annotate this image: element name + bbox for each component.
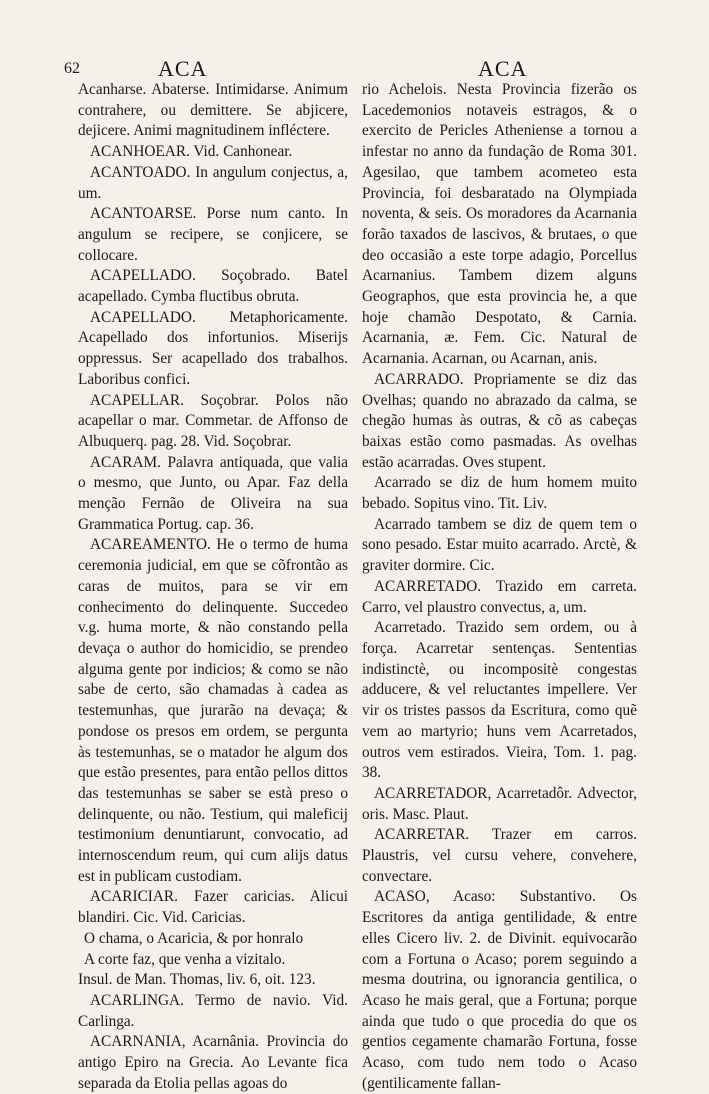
entry-acapellado-metaphoric: ACAPELLADO. Metaphoricamente. Acapellado dos infortunios. Miserijs oppressus. Ser acapellado dos trabalhos. Laboribus confici. xyxy=(78,308,348,388)
entry-acarnania: ACARNANIA, Acarnânia. Provincia do antigo Epiro na Grecia. Ao Levante fica separada da Etolia pellas agoas do xyxy=(78,1033,348,1092)
entry-acarlinga: ACARLINGA. Termo de navio. Vid. Carlinga. xyxy=(78,991,348,1030)
page-number: 62 xyxy=(64,60,80,77)
running-head-left: ACA xyxy=(158,56,208,81)
entry-acanhoear: ACANHOEAR. Vid. Canhonear. xyxy=(90,143,293,161)
entry-acarnania-continued: rio Achelois. Nesta Provincia fizerão os Lacedemonios notaveis estragos, & o exercito de Pericles Atheniense a tornou a infestar no anno da fundação de Roma 301. Agesilao, que tambem acometeo esta Provincia, foi desbaratado na Olympiada noventa, & seis. Os moradores da Acarnania forão taxados de lascivos, & brutaes, o que deo occasião a este torpe adagio, Porcellus Acarnanius. Tambem dizem alguns Geographos, que esta provincia he, a que hoje chamão Despotato, & Carnia. Acarnania, æ. Fem. Cic. Natural de Acarnania. Acarnan, ou Acarnan, anis. xyxy=(362,81,637,368)
right-column xyxy=(362,80,637,1094)
entry-acarretador: ACARRETADOR, Acarretadôr. Advector, oris. Masc. Plaut. xyxy=(362,784,637,823)
entry-acarrado: ACARRADO. Propriamente se diz das Ovelhas; quando no abrazado da calma, se chegão humas às outras, & cõ as cabeças baixas estão como pasmadas. As ovelhas estão acarradas. Oves stupent. xyxy=(362,370,637,471)
entry-acaso: ACASO, Acaso: Substantivo. Os Escritores da antiga gentilidade, & entre elles Cicero liv. 2. de Divinit. equivocarão com a Fortuna o Acaso; porem seguindo a mesma doutrina, ou ignorancia gentilica, o Acaso he mais geral, que a Fortuna; porque ainda que tudo o que procedia do que os gentios cegamente chamarão Fortuna, fosse Acaso, com tudo nem todo o Acaso (gentilicamente fallan- xyxy=(362,888,637,1092)
verse-line-1: O chama, o Acaricia, & por honralo xyxy=(84,929,304,947)
entry-acanharse: Acanharse. Abaterse. Intimidarse. Animum contrahere, ou demittere. Se abjicere, dejicere. Animi magnitudinem infléctere. xyxy=(78,81,348,140)
verse-line-2: A corte faz, que venha a vizitalo. xyxy=(84,950,286,968)
entry-acarretado: ACARRETADO. Trazido em carreta. Carro, vel plaustro convectus, a, um. xyxy=(362,577,637,616)
running-head-right: ACA xyxy=(478,56,528,81)
left-column xyxy=(78,80,348,1094)
entry-acarretado-forca: Acarretado. Trazido sem ordem, ou à força. Acarretar sentenças. Sententias indistinctè, ou incompositè congestas adducere, & vel reluctantes impellere. Ver vir os tristes passos da Escritura, como quẽ vem ao martyrio; huns vem Acarretados, outros vem estirados. Vieira, Tom. 1. pag. 38. xyxy=(362,619,637,782)
entry-acantoarse: ACANTOARSE. Porse num canto. In angulum se recipere, se conjicere, se collocare. xyxy=(78,205,348,264)
entry-acaram: ACARAM. Palavra antiquada, que valia o mesmo, que Junto, ou Apar. Faz della menção Fernão de Oliveira na sua Grammatica Portug. cap. 36. xyxy=(78,453,348,533)
verse-citation: Insul. de Man. Thomas, liv. 6, oit. 123. xyxy=(78,971,316,989)
entry-acapellar: ACAPELLAR. Soçobrar. Polos não acapellar o mar. Commetar. de Affonso de Albuquerq. pag. 28. Vid. Soçobrar. xyxy=(78,391,348,450)
entry-acariciar: ACARICIAR. Fazer caricias. Alicui blandiri. Cic. Vid. Caricias. xyxy=(78,888,348,927)
entry-acareamento: ACAREAMENTO. He o termo de huma ceremonia judicial, em que se cõfrontão as caras de muitos, para se vir em conhecimento do delinquente. Succedeo v.g. huma morte, & não constando pella devaça o author do homicidio, se prendeo alguma gente por indicios; & como se não sabe de certo, são chamadas à cadea as testemunhas, que jurarão na devaça; & pondose os presos em ordem, se pergunta às testemunhas, se o matador he algum dos que estão presentes, para então pellos dittos das testemunhas se saber se està preso o delinquente, ou não. Testium, qui maleficij testimonium denuntiarunt, convocatio, ad internoscendum reum, qui cum alijs datus est in publicam custodiam. xyxy=(78,536,348,885)
entry-acarrado-bebado: Acarrado se diz de hum homem muito bebado. Sopitus vino. Tit. Liv. xyxy=(362,474,637,513)
entry-acantoado: ACANTOADO. In angulum conjectus, a, um. xyxy=(78,163,348,202)
entry-acarrado-sono: Acarrado tambem se diz de quem tem o sono pesado. Estar muito acarrado. Arctè, & graviter dormire. Cic. xyxy=(362,515,637,575)
entry-acapellado: ACAPELLADO. Soçobrado. Batel acapellado. Cymba fluctibus obruta. xyxy=(78,267,348,306)
entry-acarretar: ACARRETAR. Trazer em carros. Plaustris, vel cursu vehere, convehere, convectare. xyxy=(362,826,637,885)
